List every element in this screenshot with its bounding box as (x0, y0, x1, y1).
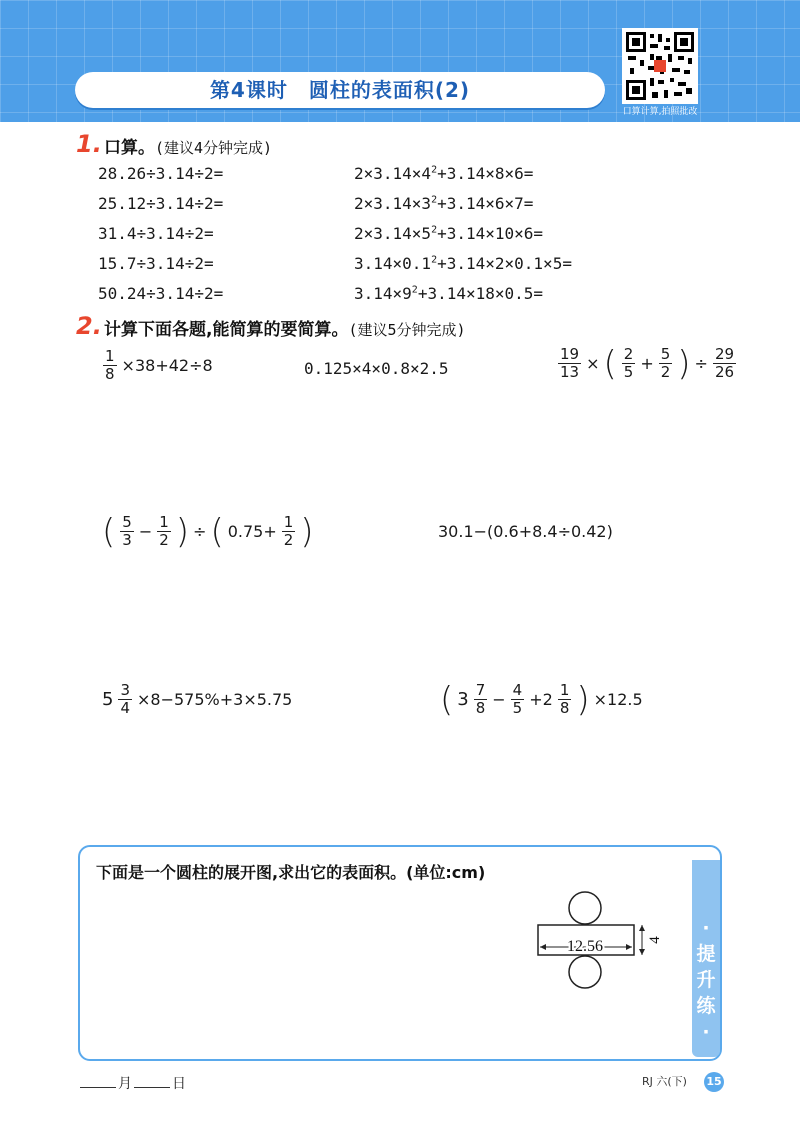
arrow-head-left (540, 944, 546, 950)
fraction (558, 682, 572, 717)
month-label: 月 (118, 1076, 132, 1092)
oral-right-2-sup: 2 (431, 194, 438, 206)
oral-right-4 (354, 254, 572, 273)
day-label: 日 (172, 1076, 186, 1092)
fraction (659, 346, 673, 381)
fraction (474, 682, 488, 717)
denominator: 3 (122, 531, 132, 549)
oral-right-4-post: +3.14×2×0.1×5= (437, 254, 572, 273)
denominator: 8 (559, 699, 570, 717)
oral-right-2 (354, 194, 533, 213)
operator: ÷ (694, 354, 708, 373)
problem-4 (100, 511, 316, 552)
operator: + (640, 354, 654, 373)
right-paren: ) (300, 511, 314, 552)
arrow-head-up (639, 925, 645, 931)
numerator: 2 (623, 345, 634, 363)
oral-right-5-post: +3.14×18×0.5= (417, 284, 544, 303)
denominator: 2 (159, 531, 169, 549)
section-2-title (104, 315, 466, 340)
denominator: 5 (512, 699, 523, 717)
oral-right-3 (354, 224, 543, 243)
operator: ÷ (193, 522, 207, 541)
left-paren: ( (210, 511, 224, 552)
denominator: 4 (120, 699, 130, 717)
expr-text: ×12.5 (593, 690, 643, 709)
fraction (282, 514, 296, 549)
operator: − (138, 522, 153, 541)
denominator: 2 (660, 363, 671, 381)
footer-date (78, 1073, 186, 1093)
operator: − (492, 690, 506, 709)
book-tag: RJ 六(下) (642, 1075, 687, 1088)
oral-right-4-pre: 3.14×0.1 (354, 254, 432, 273)
right-paren: ) (175, 511, 190, 552)
oral-right-5-pre: 3.14×9 (354, 284, 412, 303)
numerator: 1 (159, 513, 169, 531)
fraction (511, 682, 525, 717)
right-paren: ) (576, 679, 590, 720)
left-paren: ( (440, 679, 454, 720)
length-label: 12.56 (567, 938, 603, 955)
numerator: 4 (512, 681, 523, 699)
oral-right-2-pre: 2×3.14×3 (354, 194, 432, 213)
numerator: 19 (560, 345, 580, 363)
whole-number: 3 (457, 689, 469, 710)
oral-left-2: 25.12÷3.14÷2= (98, 194, 224, 213)
numerator: 5 (122, 513, 132, 531)
arrow-head-down (639, 949, 645, 955)
oral-right-1-post: +3.14×8×6= (437, 164, 534, 183)
denominator: 2 (283, 531, 294, 549)
bottom-circle (569, 956, 601, 988)
numerator: 7 (475, 681, 486, 699)
oral-right-1-pre: 2×3.14×4 (354, 164, 432, 183)
expr-text: ×38+42÷8 (121, 356, 213, 375)
problem-5: 30.1−(0.6+8.4÷0.42) (438, 522, 613, 541)
page-number: 15 (704, 1072, 724, 1092)
cylinder-net-diagram (530, 888, 670, 998)
section-2-number: 2. (76, 312, 102, 340)
numerator: 1 (105, 347, 115, 365)
fraction (118, 682, 132, 717)
oral-left-5: 50.24÷3.14÷2= (98, 284, 224, 303)
fraction (622, 346, 636, 381)
numerator: 3 (120, 681, 130, 699)
denominator: 8 (105, 365, 115, 383)
section-1-title-text: 口算。 (104, 138, 155, 158)
improve-question: 下面是一个圆柱的展开图,求出它的表面积。(单位:cm) (96, 863, 486, 882)
operator: +2 (529, 690, 553, 709)
oral-left-4: 15.7÷3.14÷2= (98, 254, 214, 273)
fraction (157, 514, 171, 549)
left-paren: ( (603, 343, 617, 384)
page-title: 第4课时 圆柱的表面积(2) (209, 78, 471, 102)
operator: × (586, 354, 600, 373)
section-2-hint: (建议5分钟完成) (348, 321, 466, 339)
denominator: 26 (714, 363, 735, 381)
arrow-head-right (626, 944, 632, 950)
qr-caption: 口算计算,拍照批改 (622, 107, 698, 117)
fraction (103, 348, 117, 383)
right-paren: ) (677, 343, 691, 384)
problem-2: 0.125×4×0.8×2.5 (304, 359, 449, 378)
problem-1 (100, 348, 215, 383)
numerator: 1 (559, 681, 570, 699)
oral-right-4-sup: 2 (431, 254, 438, 266)
section-1-number: 1. (76, 130, 102, 158)
expr-text: 0.75+ (227, 522, 277, 541)
oral-right-3-post: +3.14×10×6= (437, 224, 544, 243)
day-blank[interactable] (134, 1087, 170, 1088)
numerator: 1 (283, 513, 294, 531)
problem-6 (100, 682, 294, 717)
fraction (713, 346, 736, 381)
oral-right-3-sup: 2 (431, 224, 438, 236)
height-label: 4 (647, 936, 663, 944)
problem-3 (555, 343, 739, 384)
expr-text: ×8−575%+3×5.75 (137, 690, 293, 709)
whole-number: 5 (102, 689, 114, 710)
section-1-title (104, 133, 272, 158)
oral-right-5-sup: 2 (411, 284, 418, 296)
denominator: 13 (560, 363, 580, 381)
fraction (120, 514, 134, 549)
side-tab-label: ·提升练· (696, 917, 716, 1043)
top-circle (569, 892, 601, 924)
month-blank[interactable] (80, 1087, 116, 1088)
oral-right-2-post: +3.14×6×7= (437, 194, 534, 213)
oral-right-1 (354, 164, 533, 183)
problem-7 (438, 679, 645, 720)
denominator: 8 (475, 699, 486, 717)
numerator: 29 (714, 345, 735, 363)
section-2-title-text: 计算下面各题,能简算的要简算。 (104, 320, 349, 340)
oral-left-3: 31.4÷3.14÷2= (98, 224, 214, 243)
oral-left-1: 28.26÷3.14÷2= (98, 164, 224, 183)
left-paren: ( (102, 511, 116, 552)
section-1-hint: (建议4分钟完成) (155, 139, 273, 157)
oral-right-1-sup: 2 (431, 164, 438, 176)
oral-right-5 (354, 284, 543, 303)
fraction (558, 346, 581, 381)
denominator: 5 (623, 363, 634, 381)
numerator: 5 (660, 345, 671, 363)
qr-code-icon[interactable] (622, 28, 698, 104)
oral-right-3-pre: 2×3.14×5 (354, 224, 432, 243)
